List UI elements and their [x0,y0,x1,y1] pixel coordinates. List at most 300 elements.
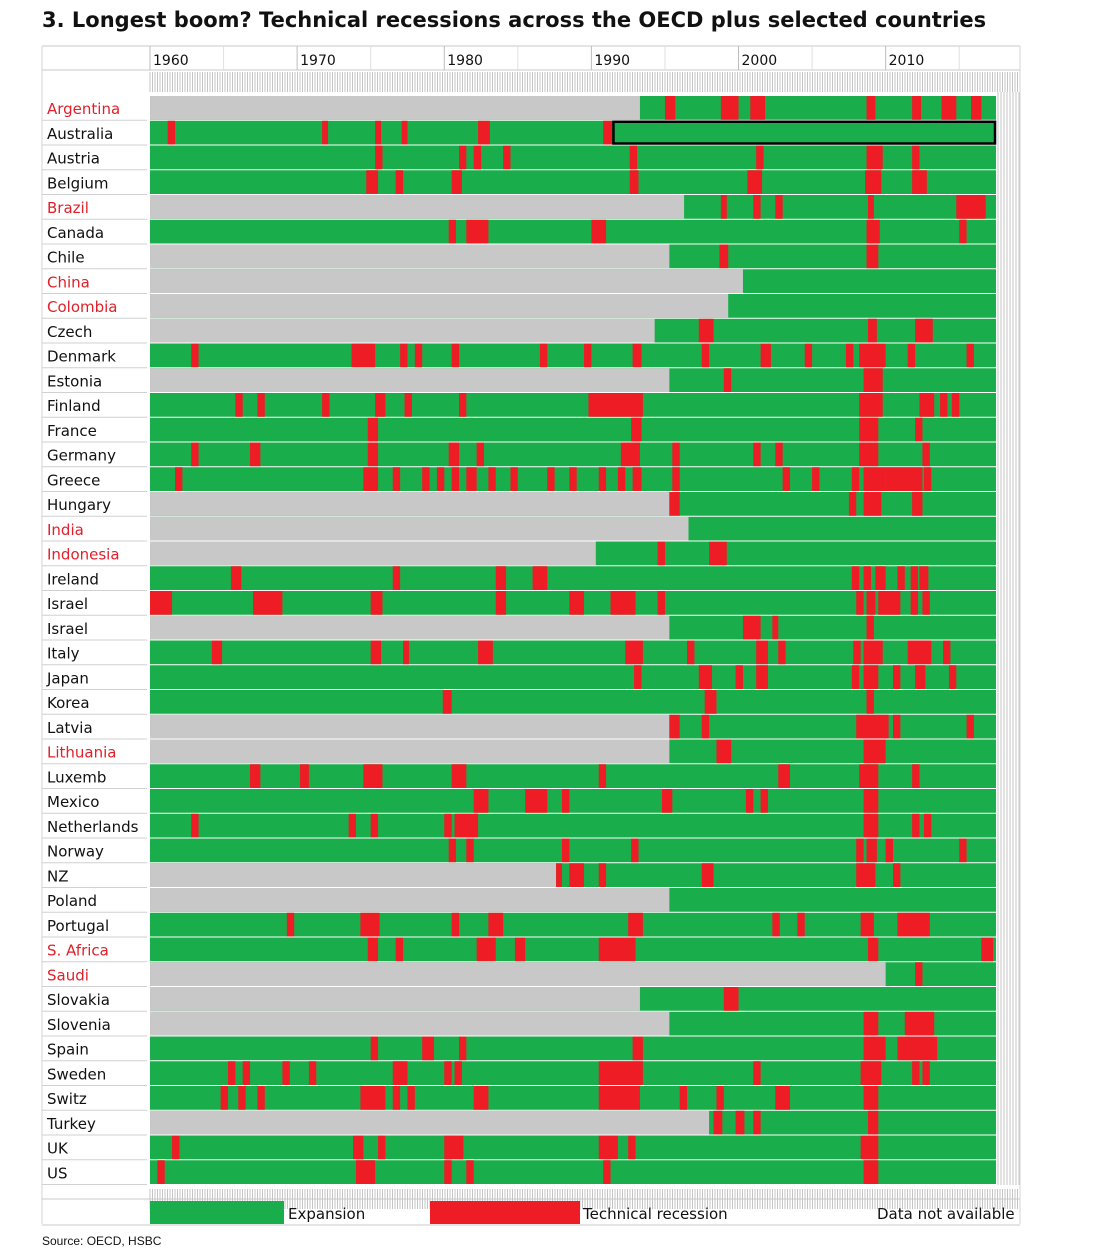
recession-mark [175,467,182,491]
x-tick-label: 1970 [300,53,336,69]
recession-mark [893,665,900,689]
recession-mark [743,616,761,640]
recession-mark [599,938,636,962]
recession-mark [665,96,675,120]
recession-mark [915,665,925,689]
recession-mark [257,1086,264,1110]
recession-mark [599,764,606,788]
recession-mark [488,467,495,491]
recession-mark [422,467,429,491]
country-row [150,220,996,244]
country-row [150,641,996,665]
recession-mark [940,393,947,417]
recession-mark [967,344,974,368]
country-label: Czech [47,322,93,341]
recession-mark [478,121,490,145]
recession-mark [672,467,679,491]
country-label: NZ [47,867,69,886]
recession-mark [716,1086,723,1110]
country-label: Belgium [47,174,109,193]
recession-mark [150,591,172,615]
recession-mark [856,863,875,887]
recession-mark [812,467,819,491]
recession-mark [393,1061,408,1085]
recession-mark [864,789,879,813]
recession-mark [867,839,877,863]
recession-mark [864,740,886,764]
country-row [150,740,996,764]
country-label: Japan [47,669,89,688]
na-bar [150,294,728,318]
recession-mark [856,591,863,615]
recession-mark [868,195,874,219]
recession-mark [474,146,481,170]
recession-mark [378,1136,385,1160]
recession-mark [444,1160,451,1184]
na-bar [150,195,684,219]
na-bar [150,319,655,343]
recession-mark [783,467,790,491]
recession-mark [243,1061,250,1085]
recession-mark [772,616,778,640]
recession-mark [477,443,484,467]
recession-mark [864,1086,879,1110]
recession-mark [459,146,466,170]
recession-mark [569,863,584,887]
recession-mark [625,641,643,665]
recession-mark [633,1037,643,1061]
recession-mark [886,839,893,863]
country-label: Denmark [47,347,116,366]
recession-mark [618,467,625,491]
country-labels [42,100,147,1185]
recession-mark [282,1061,289,1085]
recession-mark [915,418,922,442]
recession-mark [257,393,264,417]
recession-mark [861,1061,882,1085]
recession-mark [721,195,727,219]
country-label: Portugal [47,916,110,935]
recession-mark [672,443,679,467]
country-label: Slovenia [47,1015,111,1034]
recession-mark [452,170,462,194]
country-row [150,1160,996,1184]
recession-mark [893,863,900,887]
country-row [150,121,996,145]
recession-mark [746,789,753,813]
recession-mark [867,146,883,170]
country-label: Turkey [47,1114,96,1133]
recession-mark [714,1111,723,1135]
recession-mark [912,492,922,516]
country-row [150,195,996,219]
recession-mark [775,1086,790,1110]
recession-mark [867,690,874,714]
country-row [150,368,996,392]
recession-mark [371,641,381,665]
recession-mark [699,319,714,343]
na-bar [150,542,596,566]
recession-mark [859,344,885,368]
recession-mark [287,913,294,937]
country-row [150,393,996,417]
recession-mark [699,665,712,689]
country-label: Chile [47,248,85,267]
recession-mark [878,591,900,615]
recession-mark [702,863,714,887]
recession-mark [352,344,376,368]
recession-mark [621,443,640,467]
recession-mark [943,641,950,665]
recession-mark [599,1136,618,1160]
recession-mark [630,170,639,194]
country-label: Spain [47,1040,89,1059]
country-label: Norway [47,842,104,861]
recession-mark [911,591,918,615]
country-label: Luxemb [47,768,107,787]
recession-mark [859,443,878,467]
country-row [150,517,996,541]
recession-mark [452,764,467,788]
recession-mark [967,715,974,739]
recession-mark [588,393,642,417]
recession-mark [919,566,928,590]
country-row [150,690,996,714]
country-row [150,814,996,838]
country-row [150,542,996,566]
recession-mark [322,393,329,417]
recession-mark [443,690,452,714]
recession-mark [547,467,554,491]
recession-mark [356,1160,375,1184]
recession-mark [477,938,496,962]
recession-mark [449,220,456,244]
recession-mark [599,863,606,887]
country-row [150,715,996,739]
recession-mark [952,393,959,417]
recession-mark [191,344,198,368]
recession-mark [959,220,966,244]
recession-mark [753,1061,760,1085]
recession-mark [360,913,379,937]
country-label: Italy [47,644,80,663]
recession-mark [893,715,900,739]
recession-mark [455,1061,462,1085]
recession-mark [924,814,931,838]
recession-mark [368,418,378,442]
legend-label-recession: Technical recession [583,1205,728,1223]
country-row [150,764,996,788]
recession-mark [407,1086,414,1110]
recession-mark [231,566,241,590]
country-label: Brazil [47,199,89,217]
na-bar [150,888,669,912]
country-label: Netherlands [47,817,139,836]
recession-mark [212,641,222,665]
recession-mark [415,344,422,368]
recession-mark [859,764,878,788]
legend [42,1199,1020,1225]
country-label: Ireland [47,570,99,589]
recession-mark [221,1086,228,1110]
recession-mark [599,1061,643,1085]
country-row [150,591,996,615]
recession-mark [375,121,381,145]
country-row [150,344,996,368]
recession-mark [396,938,403,962]
recession-mark [157,1160,164,1184]
recession-mark [775,195,782,219]
country-row [150,245,996,269]
country-row [150,938,996,962]
recession-mark [971,96,981,120]
country-label: Estonia [47,372,103,391]
x-tick-label: 2000 [741,53,778,69]
recession-mark [634,665,641,689]
country-row [150,467,996,491]
recession-mark [859,393,866,417]
country-row [150,1111,996,1135]
recession-mark [867,245,879,269]
recession-mark [875,566,885,590]
recession-mark [736,665,743,689]
recession-mark [864,665,879,689]
recession-mark [452,913,459,937]
recession-mark [396,170,403,194]
recession-mark [591,220,606,244]
recession-mark [856,839,863,863]
recession-mark [452,344,459,368]
recession-mark [761,789,768,813]
recession-mark [949,665,956,689]
country-label: France [47,421,97,440]
recession-mark [584,344,591,368]
recession-mark [867,220,880,244]
recession-mark [864,467,886,491]
recession-mark [238,1086,245,1110]
recession-mark [750,96,765,120]
recession-mark [911,566,918,590]
recession-mark [533,566,548,590]
recession-mark [924,467,931,491]
recession-mark [709,542,727,566]
recession-mark [556,863,562,887]
country-row [150,616,996,640]
recession-mark [753,195,760,219]
recession-mark [864,641,883,665]
recession-mark [716,740,731,764]
recession-mark [363,764,382,788]
recession-mark [908,344,915,368]
recession-mark [864,1012,879,1036]
recession-mark [444,1136,463,1160]
country-label: Indonesia [47,545,120,564]
recession-mark [449,839,456,863]
na-bar [150,987,640,1011]
na-bar [150,245,669,269]
legend-label-expansion: Expansion [288,1205,366,1223]
recession-mark [912,764,919,788]
recession-mark [747,170,762,194]
country-label: Slovakia [47,991,110,1009]
na-bar [150,1012,669,1036]
recession-mark [459,1037,466,1061]
country-label: Hungary [47,496,112,514]
recession-mark [897,1037,937,1061]
recession-mark [852,467,859,491]
na-bar [150,715,669,739]
recession-mark [466,839,473,863]
recession-mark [805,344,812,368]
recession-mark [912,96,921,120]
country-label: Austria [47,149,100,168]
country-label: Poland [47,892,98,910]
recession-mark [922,591,929,615]
recession-mark [761,344,771,368]
recession-mark [856,715,888,739]
recession-mark [868,319,877,343]
country-label: S. Africa [47,941,109,960]
country-row [150,962,996,986]
country-label: Switz [47,1090,87,1108]
recession-mark [496,591,506,615]
recession-mark [721,96,739,120]
recession-mark [853,641,860,665]
na-bar [150,1111,709,1135]
recession-mark [562,839,569,863]
recession-mark [908,641,932,665]
country-row [150,839,996,863]
recession-mark [897,566,904,590]
na-bar [150,492,669,516]
recession-mark [905,1012,934,1036]
recession-mark [599,467,606,491]
country-row [150,1012,996,1036]
country-row [150,443,996,467]
x-tick-label: 1980 [447,53,483,69]
recession-mark [702,715,709,739]
recession-mark [849,492,856,516]
recession-mark [915,319,933,343]
recession-mark [628,1136,635,1160]
source-note: Source: OECD, HSBC [42,1234,162,1248]
recession-mark [669,492,679,516]
recession-mark [753,443,760,467]
country-row [150,665,996,689]
recession-mark [633,467,642,491]
recession-mark [702,344,709,368]
recession-mark [981,938,993,962]
country-row [150,566,996,590]
recession-mark [864,368,883,392]
recession-mark [915,962,922,986]
country-label: Israel [47,595,88,613]
recession-mark [371,591,383,615]
recession-mark [191,443,198,467]
recession-mark [393,1086,400,1110]
recession-mark [353,1136,363,1160]
recession-mark [368,443,378,467]
recession-mark [371,814,378,838]
x-tick-label: 1990 [594,53,631,69]
country-label: Saudi [47,966,89,985]
recession-mark [797,913,804,937]
na-bar [150,368,669,392]
recession-mark [569,467,576,491]
na-bar [150,962,886,986]
recession-mark [466,220,488,244]
recession-mark [525,789,547,813]
recession-mark [772,913,779,937]
country-label: Sweden [47,1065,107,1084]
country-row [150,492,996,516]
recession-mark [611,591,636,615]
recession-mark [864,566,871,590]
na-bar [150,863,556,887]
recession-mark [719,245,728,269]
recession-mark [422,1037,434,1061]
recession-mark [363,467,378,491]
recession-mark [658,591,665,615]
recession-mark [510,467,517,491]
country-row [150,1136,996,1160]
country-label: UK [47,1139,68,1158]
recession-mark [466,1160,473,1184]
country-row [150,96,996,120]
recession-mark [922,1061,929,1085]
recession-mark [360,1086,385,1110]
recession-mark [474,1086,489,1110]
recession-mark [864,1037,886,1061]
recession-mark [867,393,883,417]
country-row [150,863,996,887]
recession-mark [455,814,479,838]
na-bar [150,517,688,541]
country-row [150,294,996,318]
country-row [150,418,996,442]
recession-mark [778,641,785,665]
country-label: Germany [47,446,116,465]
country-label: India [47,520,84,539]
recession-mark [861,913,874,937]
recession-mark [658,542,665,566]
recession-mark [756,665,768,689]
x-tick-label: 1960 [153,53,189,69]
country-label: Israel [47,619,88,638]
recession-mark [631,839,638,863]
country-row [150,1061,996,1085]
recession-mark [250,764,260,788]
x-tick-label: 2010 [888,53,925,69]
recession-mark [444,814,451,838]
recession-mark [403,641,409,665]
country-label: Latvia [47,718,93,737]
country-row [150,1037,996,1061]
recession-mark [662,789,672,813]
recession-mark [368,938,378,962]
legend-swatch-expansion [150,1201,284,1224]
country-label: Lithuania [47,743,117,762]
recession-mark [864,1160,879,1184]
recession-mark [778,764,790,788]
recession-mark [756,146,763,170]
recession-mark [859,418,878,442]
recession-mark [449,443,459,467]
recession-mark [309,1061,316,1085]
chart-title: 3. Longest boom? Technical recessions across the OECD plus selected countries [42,8,987,32]
recession-mark [366,170,378,194]
country-label: Mexico [47,793,100,811]
